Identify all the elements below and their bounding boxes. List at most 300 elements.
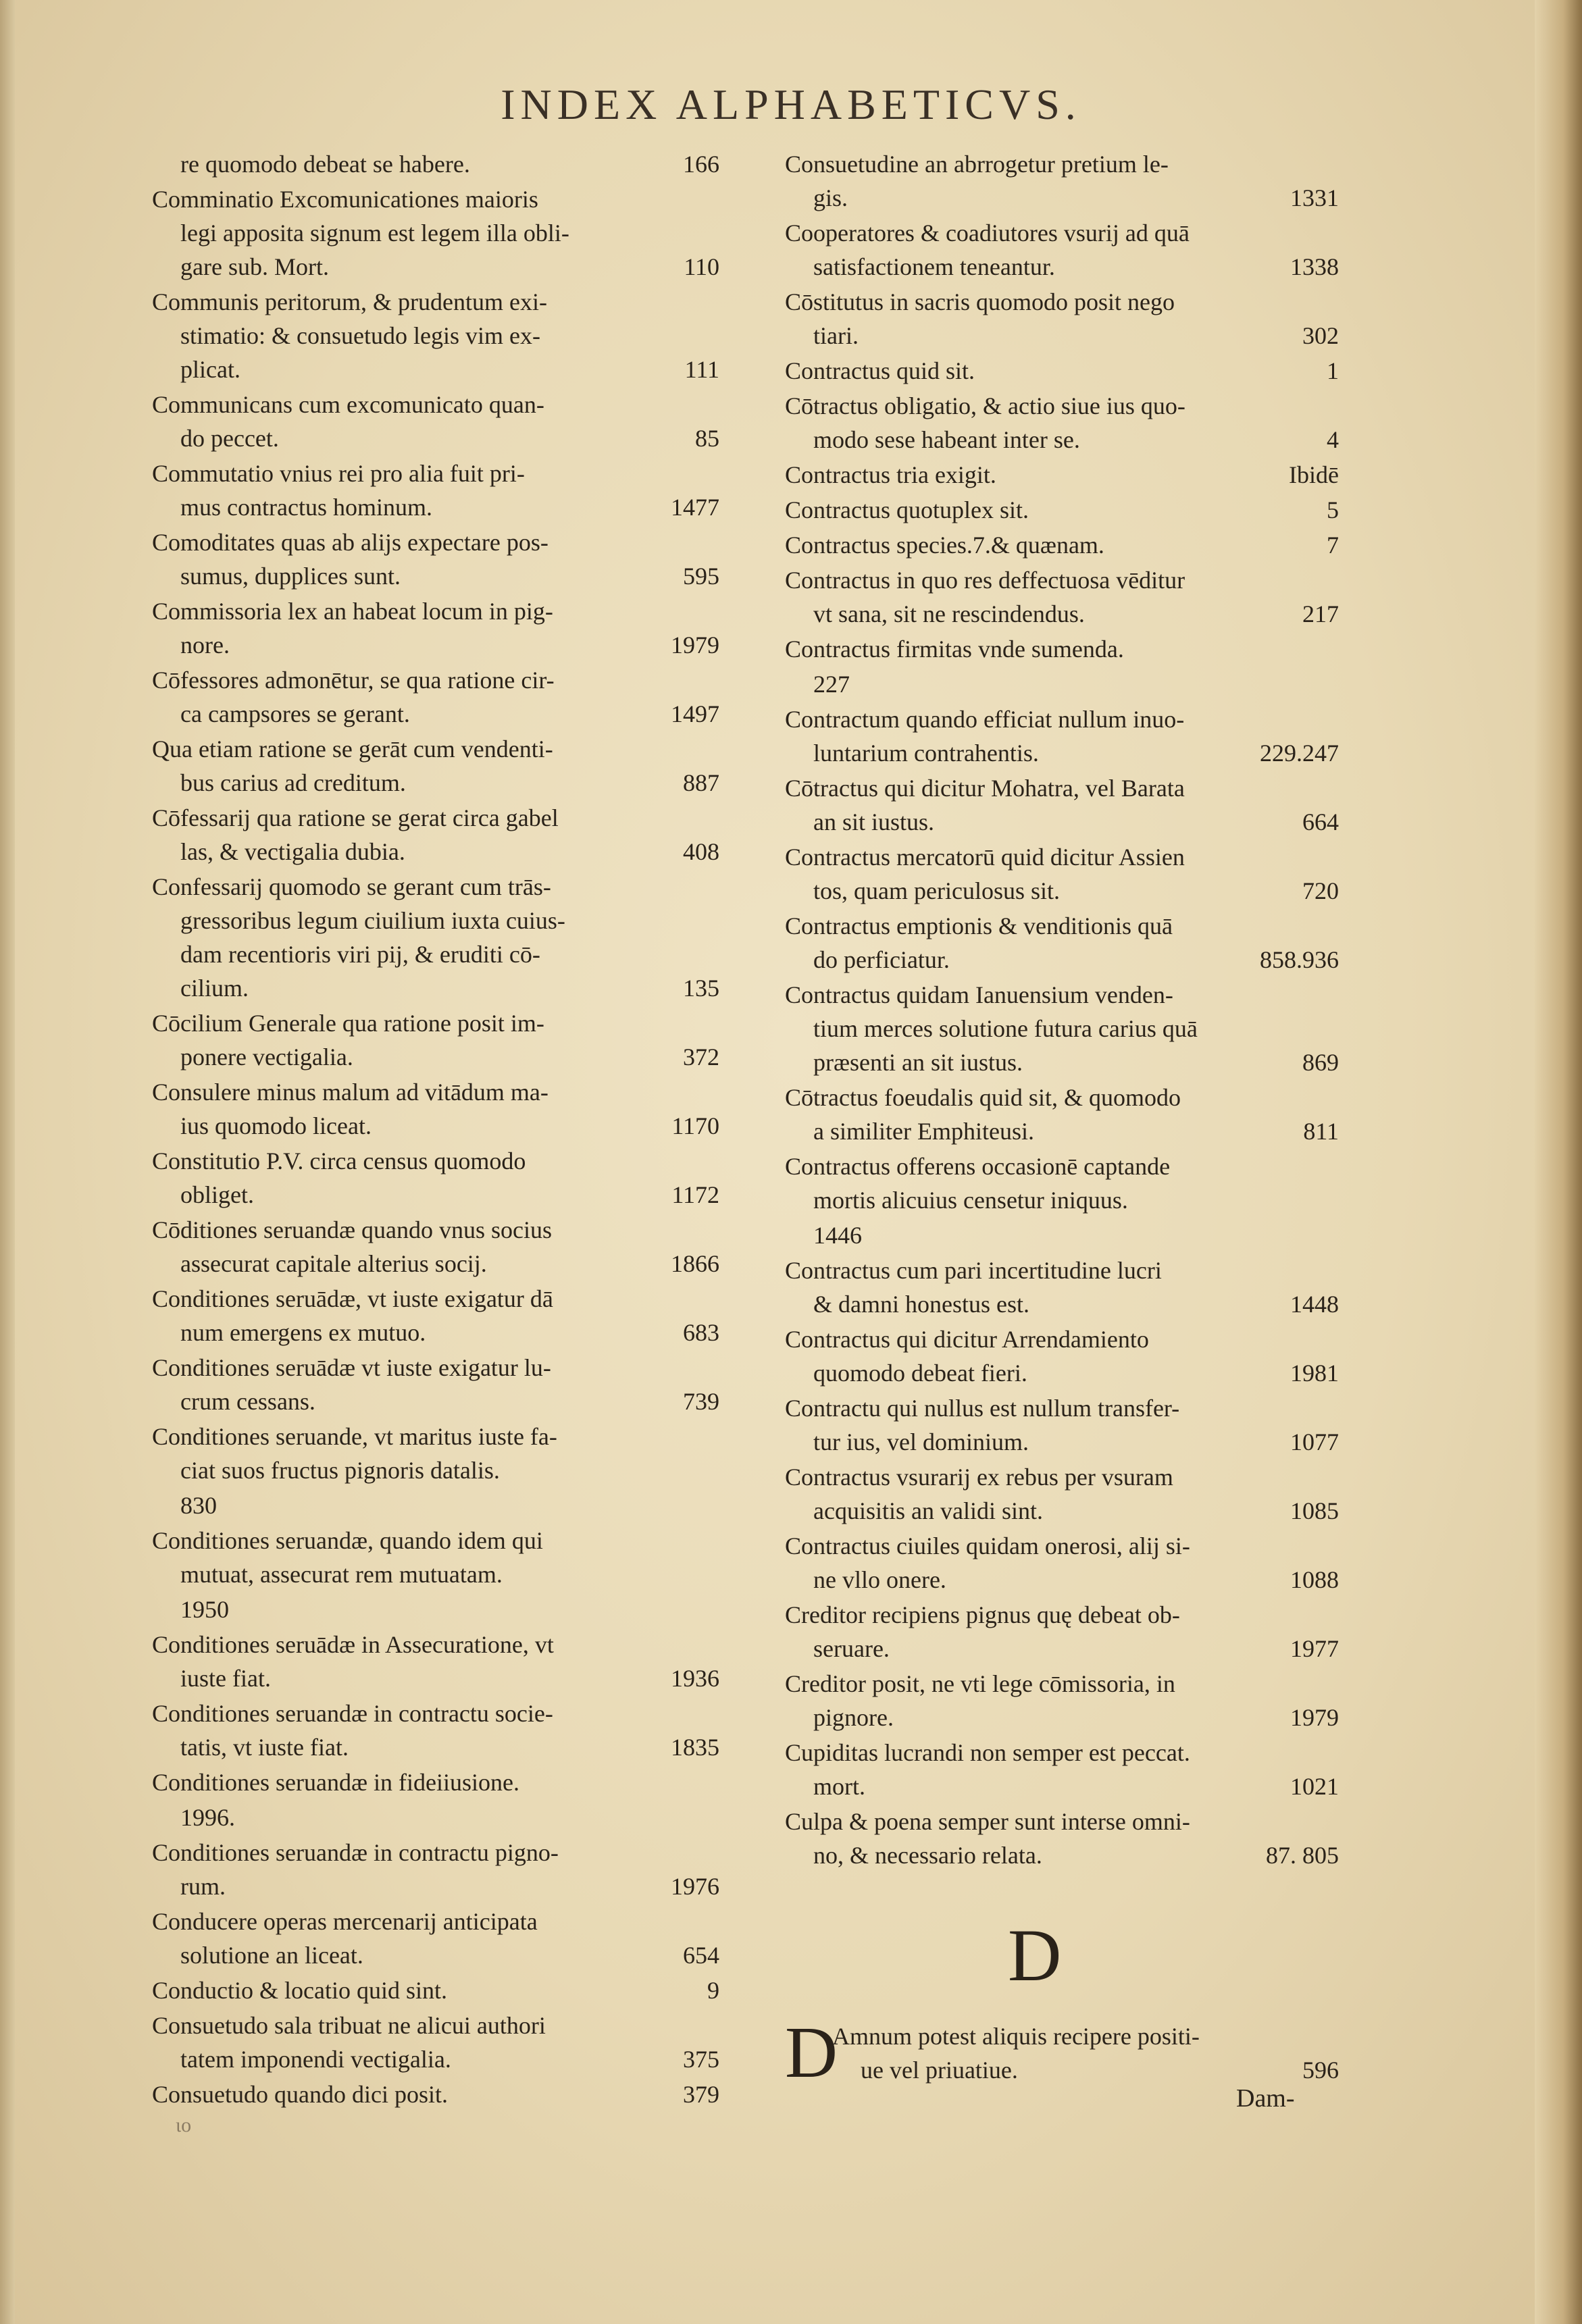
entry-text-span: Cōtractus foeudalis quid sit, & quomodo [785, 1084, 1181, 1111]
entry-page-number: 858.936 [1260, 946, 1339, 973]
entry-text [785, 874, 1339, 908]
entry-text [785, 1598, 1339, 1632]
entry-text [152, 1040, 719, 1074]
entry-text-span: Culpa & poena semper sunt interse omni- [785, 1808, 1190, 1835]
entry-text-span: iuste fiat. [180, 1665, 271, 1692]
entry-page-number: 4 [1327, 426, 1339, 453]
index-entry [785, 1322, 1339, 1390]
entry-text-span: crum cessans. [180, 1388, 315, 1415]
drop-cap: D [785, 2013, 838, 2093]
entry-page-number: 1448 [1290, 1291, 1339, 1318]
entry-text [785, 597, 1339, 631]
entry-text-span: Cupiditas lucrandi non semper est peccat. [785, 1739, 1190, 1766]
entry-text [785, 181, 1339, 215]
entry-text [152, 1316, 719, 1349]
entry-page-number: 1497 [671, 700, 719, 727]
entry-text-span: Conditiones seruādæ vt iuste exigatur lu- [152, 1354, 551, 1381]
page-header: INDEX ALPHABETICVS. [501, 80, 1081, 128]
index-entry [785, 1150, 1339, 1217]
entry-text-span: ius quomodo liceat. [180, 1112, 372, 1139]
index-entry [152, 2077, 719, 2111]
entry-text [785, 250, 1339, 284]
entry-text-span: Contractus quid sit. [785, 357, 975, 384]
entry-text-span: acquisitis an validi sint. [813, 1497, 1043, 1524]
entry-text [785, 1701, 1339, 1734]
entry-page-number: 1977 [1290, 1635, 1339, 1662]
index-entry [785, 632, 1339, 666]
entry-text-span: Consuetudo quando dici posit. [152, 2081, 448, 2108]
entry-page-number: 302 [1302, 322, 1339, 349]
entry-text [785, 1081, 1339, 1114]
entry-text [785, 1805, 1339, 1838]
entry-page-number: 683 [683, 1319, 719, 1346]
entry-text-span: Contractus in quo res deffectuosa vēditur [785, 567, 1185, 594]
entry-text-span: 227 [813, 671, 850, 698]
index-page-number-line [152, 1489, 719, 1522]
entry-page-number: 1172 [671, 1181, 719, 1208]
index-entry [152, 147, 719, 181]
entry-text-span: Conditiones seruande, vt maritus iuste fa- [152, 1423, 557, 1450]
entry-text-span: bus carius ad creditum. [180, 769, 406, 796]
entry-text-span: do peccet. [180, 425, 279, 452]
entry-text-span: dam recentioris viri pij, & eruditi cō- [180, 941, 540, 968]
entry-text-span: mort. [813, 1773, 865, 1800]
entry-text [785, 493, 1339, 527]
entry-text-span: & damni honestus est. [813, 1291, 1029, 1318]
entry-text [152, 1213, 719, 1247]
entry-text-span: sumus, dupplices sunt. [180, 563, 401, 590]
entry-text [152, 835, 719, 869]
entry-text-span: Cōtractus qui dicitur Mohatra, vel Barata [785, 775, 1185, 802]
index-entry [152, 457, 719, 524]
entry-text-span: gis. [813, 184, 848, 211]
index-entry [152, 1282, 719, 1349]
entry-page-number: 5 [1327, 496, 1339, 523]
index-entry [785, 458, 1339, 492]
entry-text-span: tiari. [813, 322, 859, 349]
entry-text-span: vt sana, sit ne rescindendus. [813, 600, 1085, 627]
entry-page-number: 1477 [671, 494, 719, 521]
entry-text [785, 1114, 1339, 1148]
entry-page-number: 869 [1302, 1049, 1339, 1076]
entry-text-span: Contractu qui nullus est nullum transfer- [785, 1395, 1180, 1422]
entry-page-number: 9 [707, 1977, 719, 2004]
entry-page-number: 110 [684, 253, 719, 280]
index-entry [785, 354, 1339, 388]
index-entry [152, 525, 719, 593]
entry-text-span: Creditor recipiens pignus quę debeat ob- [785, 1601, 1180, 1628]
entry-text-span: rum. [180, 1873, 226, 1900]
index-entry [785, 1598, 1339, 1665]
entry-text: ue vel priuatiue. [861, 2057, 1018, 2084]
entry-text [785, 736, 1339, 770]
entry-text [152, 1557, 719, 1591]
index-entry [785, 978, 1339, 1079]
index-entry [785, 771, 1339, 839]
index-entry [152, 870, 719, 1005]
entry-text-span: Creditor posit, ne vti lege cōmissoria, in [785, 1670, 1175, 1697]
index-entry [152, 1697, 719, 1764]
index-page-number-line [785, 667, 1339, 701]
entry-text [152, 1801, 719, 1834]
entry-text-span: Cōstitutus in sacris quomodo posit nego [785, 288, 1175, 315]
entry-text-span: gare sub. Mort. [180, 253, 329, 280]
entry-text [785, 147, 1339, 181]
entry-page-number: 85 [695, 425, 719, 452]
entry-text-span: quomodo debeat fieri. [813, 1360, 1027, 1387]
entry-text [152, 182, 719, 216]
entry-text [785, 1460, 1339, 1494]
entry-text-span: Contractus species.7.& quænam. [785, 532, 1104, 559]
entry-text [785, 978, 1339, 1012]
entry-page-number: 408 [683, 838, 719, 865]
left-index-column [152, 147, 719, 2113]
entry-text [785, 771, 1339, 805]
entry-text-span: tos, quam periculosus sit. [813, 877, 1060, 904]
entry-page-number: 229.247 [1260, 740, 1339, 767]
index-entry [152, 663, 719, 731]
entry-text-span: stimatio: & consuetudo legis vim ex- [180, 322, 540, 349]
entry-text-span: Conditiones seruandæ in contractu socie- [152, 1700, 553, 1727]
entry-text [785, 1391, 1339, 1425]
entry-text-span: 1446 [813, 1222, 862, 1249]
entry-text [152, 388, 719, 421]
entry-text [152, 285, 719, 319]
entry-text [152, 1075, 719, 1109]
entry-page-number: 1331 [1290, 184, 1339, 211]
entry-text-span: Cōtractus obligatio, & actio siue ius quo- [785, 392, 1185, 419]
entry-text-span: pignore. [813, 1704, 894, 1731]
index-page-number-line [785, 1218, 1339, 1252]
entry-text [785, 1356, 1339, 1390]
entry-text [785, 1736, 1339, 1770]
entry-text-span: tatem imponendi vectigalia. [180, 2046, 451, 2073]
entry-page-number: 664 [1302, 808, 1339, 835]
entry-text-span: mutuat, assecurat rem mutuatam. [180, 1561, 503, 1588]
entry-text [785, 1632, 1339, 1665]
entry-page-number: 1866 [671, 1250, 719, 1277]
entry-text-span: ca campsores se gerant. [180, 700, 410, 727]
entry-text-span: tium merces solutione futura carius quā [813, 1015, 1198, 1042]
index-entry [152, 1765, 719, 1799]
entry-text-span: Conditiones seruandæ in fideiiusione. [152, 1769, 519, 1796]
entry-page-number: 111 [684, 356, 719, 383]
entry-text-span: tur ius, vel dominium. [813, 1428, 1029, 1455]
entry-text [785, 458, 1339, 492]
entry-text-span: mus contractus hominum. [180, 494, 432, 521]
entry-text [785, 1838, 1339, 1872]
entry-text [152, 319, 719, 353]
index-entry [152, 1973, 719, 2007]
entry-text-span: seruare. [813, 1635, 890, 1662]
index-entry [152, 1213, 719, 1281]
index-entry [785, 1460, 1339, 1528]
entry-text [785, 1563, 1339, 1597]
entry-text [785, 667, 1339, 701]
index-entry [785, 1391, 1339, 1459]
entry-text [152, 1628, 719, 1661]
entry-text [152, 559, 719, 593]
entry-text-span: Confessarij quomodo se gerant cum trās- [152, 873, 551, 900]
entry-text-span: Conditiones seruādæ, vt iuste exigatur dā [152, 1285, 553, 1312]
entry-text-span: Contractum quando efficiat nullum inuo- [785, 706, 1185, 733]
letter-d-section [785, 1914, 1339, 2094]
entry-page-number: 372 [683, 1043, 719, 1070]
entry-text-span: Cōfessores admonētur, se qua ratione cir- [152, 667, 555, 694]
entry-text-span: do perficiatur. [813, 946, 950, 973]
entry-text-span: 830 [180, 1492, 217, 1519]
entry-text [785, 1012, 1339, 1045]
entry-text-span: satisfactionem teneantur. [813, 253, 1055, 280]
entry-page-number: 811 [1303, 1118, 1339, 1145]
page-left-edge [0, 0, 15, 2324]
entry-page-number: 87. 805 [1266, 1842, 1339, 1869]
entry-text-span: Contractus cum pari incertitudine lucri [785, 1257, 1162, 1284]
entry-text-span: solutione an liceat. [180, 1942, 363, 1969]
entry-text-span: plicat. [180, 356, 240, 383]
entry-text [785, 805, 1339, 839]
entry-page-number: 1 [1327, 357, 1339, 384]
entry-page-number: 654 [683, 1942, 719, 1969]
entry-text-span: tatis, vt iuste fiat. [180, 1734, 349, 1761]
entry-text [152, 801, 719, 835]
index-entry [785, 528, 1339, 562]
entry-text [152, 663, 719, 697]
entry-text-span: Cōditiones seruandæ quando vnus socius [152, 1216, 552, 1243]
entry-page-number: 739 [683, 1388, 719, 1415]
entry-text [152, 250, 719, 284]
entry-text-span: Constitutio P.V. circa census quomodo [152, 1147, 526, 1174]
entry-page-number: 1976 [671, 1873, 719, 1900]
entry-text-span: Commissoria lex an habeat locum in pig- [152, 598, 553, 625]
index-entry [152, 801, 719, 869]
entry-text-span: ne vllo onere. [813, 1566, 946, 1593]
entry-text [152, 594, 719, 628]
entry-text [152, 216, 719, 250]
entry-text [152, 1905, 719, 1938]
index-entry [785, 1736, 1339, 1803]
entry-text-span: Consulere minus malum ad vitādum ma- [152, 1079, 548, 1106]
index-entry [785, 563, 1339, 631]
entry-page-number: 720 [1302, 877, 1339, 904]
entry-text-span: an sit iustus. [813, 808, 935, 835]
entry-text [152, 353, 719, 386]
entry-text-span: Commutatio vnius rei pro alia fuit pri- [152, 460, 525, 487]
entry-text [152, 1697, 719, 1730]
entry-text-span: Qua etiam ratione se gerāt cum vendenti- [152, 735, 553, 763]
entry-text [152, 697, 719, 731]
entry-text: Amnum potest aliquis recipere positi- [832, 2023, 1200, 2050]
entry-text [785, 1183, 1339, 1217]
index-entry [152, 388, 719, 455]
entry-text-span: modo sese habeant inter se. [813, 426, 1080, 453]
index-entry [785, 493, 1339, 527]
entry-text-span: Communis peritorum, & prudentum exi- [152, 288, 547, 315]
index-entry [785, 1805, 1339, 1872]
entry-text-span: no, & necessario relata. [813, 1842, 1042, 1869]
entry-text [152, 732, 719, 766]
index-entry [152, 285, 719, 386]
entry-text-span: re quomodo debeat se habere. [180, 151, 470, 178]
entry-text [152, 870, 719, 904]
entry-text-span: Contractus emptionis & venditionis quā [785, 912, 1173, 939]
entry-text [785, 563, 1339, 597]
entry-page-number: Ibidē [1289, 461, 1339, 488]
entry-text [152, 1247, 719, 1281]
entry-text [152, 1351, 719, 1385]
index-entry [152, 1905, 719, 1972]
entry-text [152, 1524, 719, 1557]
entry-page-number: 1979 [671, 631, 719, 659]
entry-text-span: Consuetudine an abrrogetur pretium le- [785, 151, 1169, 178]
entry-page-number: 135 [683, 975, 719, 1002]
entry-text-span: Comoditates quas ab alijs expectare pos- [152, 529, 548, 556]
index-entry [152, 182, 719, 284]
entry-page-number: 1088 [1290, 1566, 1339, 1593]
entry-text-span: Cōfessarij qua ratione se gerat circa gabel [152, 804, 559, 831]
entry-text [152, 1178, 719, 1212]
right-index-column [785, 147, 1339, 1874]
entry-page-number: 595 [683, 563, 719, 590]
index-entry [785, 1254, 1339, 1321]
index-page-number-line [152, 1801, 719, 1834]
entry-page-number: 1338 [1290, 253, 1339, 280]
entry-text-span: mortis alicuius censetur iniquus. [813, 1187, 1128, 1214]
entry-text-span: ponere vectigalia. [180, 1043, 353, 1070]
entry-text-span: Contractus quidam Ianuensium venden- [785, 981, 1173, 1008]
entry-text-span: Comminatio Excomunicationes maioris [152, 186, 538, 213]
entry-text-span: num emergens ex mutuo. [180, 1319, 426, 1346]
entry-text [152, 1661, 719, 1695]
entry-text [152, 1144, 719, 1178]
section-letter: D [1008, 1914, 1062, 1996]
entry-text-span: legi apposita signum est legem illa obli- [180, 220, 569, 247]
entry-page-number: 596 [1302, 2057, 1339, 2084]
entry-text [152, 1453, 719, 1487]
entry-text [152, 1938, 719, 1972]
entry-text [785, 389, 1339, 423]
entry-text-span: Contractus offerens occasionē captande [785, 1153, 1171, 1180]
entry-text [152, 1109, 719, 1143]
entry-text-span: Conditiones seruādæ in Assecuratione, vt [152, 1631, 554, 1658]
entry-text [152, 1385, 719, 1418]
entry-text-span: Conditiones seruandæ, quando idem qui [152, 1527, 543, 1554]
index-entry [785, 702, 1339, 770]
entry-text [152, 971, 719, 1005]
entry-text [785, 909, 1339, 943]
entry-text-span: Consuetudo sala tribuat ne alicui authori [152, 2012, 546, 2039]
entry-page-number: 1077 [1290, 1428, 1339, 1455]
entry-text-span: Contractus firmitas vnde sumenda. [785, 636, 1124, 663]
entry-text [152, 2042, 719, 2076]
entry-text-span: Contractus mercatorū quid dicitur Assien [785, 844, 1185, 871]
entry-text [152, 147, 719, 181]
entry-text [152, 1973, 719, 2007]
entry-text-span: ciat suos fructus pignoris datalis. [180, 1457, 500, 1484]
entry-text-span: gressoribus legum ciuilium iuxta cuius- [180, 907, 565, 934]
entry-page-number: 1979 [1290, 1704, 1339, 1731]
index-entry [785, 909, 1339, 977]
entry-text [785, 1494, 1339, 1528]
index-entry [152, 1628, 719, 1695]
index-entry [785, 147, 1339, 215]
index-entry [152, 1144, 719, 1212]
entry-text [152, 457, 719, 490]
entry-text-span: Cōcilium Generale qua ratione posit im- [152, 1010, 544, 1037]
entry-text [152, 2009, 719, 2042]
entry-page-number: 217 [1302, 600, 1339, 627]
index-entry [152, 594, 719, 662]
entry-text [785, 1770, 1339, 1803]
entry-page-number: 1936 [671, 1665, 719, 1692]
index-page-number-line [152, 1593, 719, 1626]
entry-text [152, 525, 719, 559]
entry-text-span: assecurat capitale alterius socij. [180, 1250, 487, 1277]
entry-text-span: cilium. [180, 975, 249, 1002]
entry-text [785, 1218, 1339, 1252]
catchword: Dam- [1236, 2084, 1295, 2113]
index-entry [785, 840, 1339, 908]
entry-text [785, 1425, 1339, 1459]
entry-page-number: 1835 [671, 1734, 719, 1761]
entry-text [152, 1869, 719, 1903]
entry-text [152, 421, 719, 455]
entry-text-span: Communicans cum excomunicato quan- [152, 391, 544, 418]
entry-text [152, 766, 719, 800]
index-entry [152, 2009, 719, 2076]
index-entry [152, 1006, 719, 1074]
entry-text [785, 943, 1339, 977]
entry-text [152, 1006, 719, 1040]
entry-text [785, 1150, 1339, 1183]
index-entry [785, 285, 1339, 353]
entry-text [152, 628, 719, 662]
entry-page-number: 1170 [671, 1112, 719, 1139]
entry-text-span: Conditiones seruandæ in contractu pigno- [152, 1839, 559, 1866]
entry-page-number: 1981 [1290, 1360, 1339, 1387]
index-entry [152, 732, 719, 800]
entry-text-span: a similiter Emphiteusi. [813, 1118, 1034, 1145]
index-entry [785, 389, 1339, 457]
entry-text-span: obliget. [180, 1181, 254, 1208]
entry-text-span: Contractus tria exigit. [785, 461, 996, 488]
entry-text [785, 528, 1339, 562]
entry-text-span: Conductio & locatio quid sint. [152, 1977, 447, 2004]
entry-text-span: Contractus ciuiles quidam onerosi, alij si- [785, 1532, 1190, 1559]
entry-text [152, 1836, 719, 1869]
index-entry [785, 1081, 1339, 1148]
entry-text [152, 490, 719, 524]
entry-text-span: Contractus qui dicitur Arrendamiento [785, 1326, 1149, 1353]
entry-text [152, 1593, 719, 1626]
entry-page-number: 379 [683, 2081, 719, 2108]
entry-text [785, 632, 1339, 666]
index-entry [785, 1667, 1339, 1734]
entry-text [152, 904, 719, 937]
entry-text [785, 285, 1339, 319]
entry-text [152, 1420, 719, 1453]
entry-text [152, 1489, 719, 1522]
entry-text [152, 1730, 719, 1764]
entry-page-number: 166 [683, 151, 719, 178]
entry-text [785, 702, 1339, 736]
entry-text [785, 354, 1339, 388]
entry-text [785, 319, 1339, 353]
entry-text [785, 1529, 1339, 1563]
entry-text-span: Contractus vsurarij ex rebus per vsuram [785, 1464, 1173, 1491]
entry-text-span: 1996. [180, 1804, 235, 1831]
entry-text [785, 1287, 1339, 1321]
